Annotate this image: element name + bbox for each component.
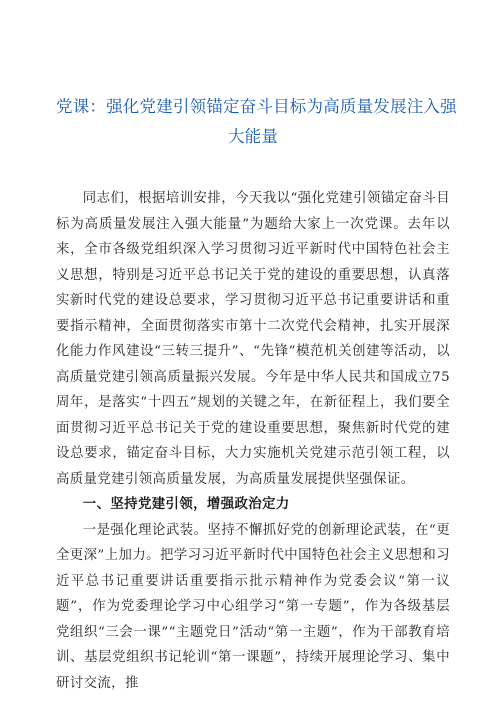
section-1-paragraph: 一是强化理论武装。坚持不懈抓好党的创新理论武装，在“更全更深”上加力。把学习习近平新时代中国特色社会主义思想和习近平总书记重要讲话重要指示批示精神作为党委会议“第一议题”，作为党委理论学习中心组学习“第一专题”，作为各级基层党组织“三会一课”“主题党日”活动“第一主题”，作为干部教育培训、基层党组织书记轮训“第一课题”，持续开展理论学习、集中研讨交流，推 — [56, 522, 450, 691]
section-heading-1: 一、坚持党建引领，增强政治定力 — [82, 497, 290, 512]
document-body — [56, 186, 450, 696]
document-title-line-2: 大能量 — [227, 127, 279, 146]
intro-paragraph: 同志们，根据培训安排，今天我以“强化党建引领锚定奋斗目标为高质量发展注入强大能量”为题给大家上一次党课。去年以来，全市各级党组织深入学习贯彻习近平新时代中国特色社会主义思想，特别是习近平总书记关于党的建设的重要思想，认真落实新时代党的建设总要求，学习贯彻习近平总书记重要讲话和重要指示精神，全面贯彻落实市第十二次党代会精神，扎实开展深化能力作风建设“三转三提升”、“先锋”模范机关创建等活动，以高质量党建引领高质量振兴发展。今年是中华人民共和国成立75周年，是落实“十四五”规划的关键之年，在新征程上，我们要全面贯彻习近平总书记关于党的建设重要思想，聚焦新时代党的建设总要求，锚定奋斗目标，大力实施机关党建示范引领工程，以高质量党建引领高质量发展，为高质量发展提供坚强保证。 — [56, 191, 450, 487]
document-title-line-1: 党课：强化党建引领锚定奋斗目标为高质量发展注入强 — [56, 97, 457, 116]
document-title — [56, 92, 457, 152]
